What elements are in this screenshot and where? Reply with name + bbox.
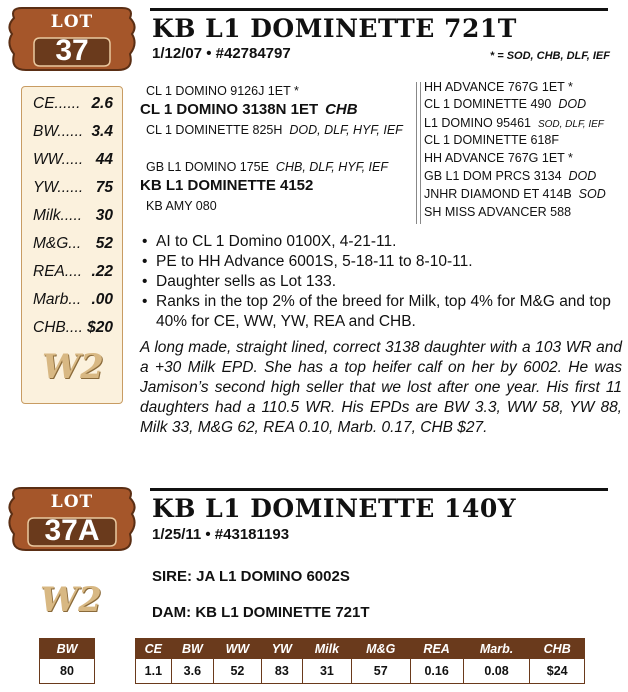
lot-title: KB L1 DOMINETTE 140Y — [152, 494, 517, 523]
table-header: Marb. — [463, 639, 530, 659]
lot-number: 37A — [44, 514, 100, 547]
table-header: Milk — [302, 639, 351, 659]
epd-table — [135, 638, 585, 684]
epd-row-chb: CHB.... $20 — [33, 319, 113, 336]
table-cell: 52 — [214, 659, 262, 684]
pedigree-right-3: L1 DOMINO 95461 SOD, DLF, IEF — [424, 116, 604, 130]
table-header: CHB — [530, 639, 585, 659]
list-item: • PE to HH Advance 6001S, 5-18-11 to 8-10-11. — [140, 252, 620, 272]
lot-37-badge — [6, 4, 138, 76]
pedigree-sire-sire: CL 1 DOMINO 9126J 1ET * — [146, 84, 299, 98]
table-header: CE — [136, 639, 172, 659]
pedigree-divider — [416, 82, 417, 224]
lot-number: 37 — [55, 34, 89, 67]
pedigree-right-6: GB L1 DOM PRCS 3134 DOD — [424, 169, 597, 183]
bw-table — [39, 638, 95, 684]
table-header: BW — [171, 639, 213, 659]
list-item: • Ranks in the top 2% of the breed for Milk, top 4% for M&G and top 40% for CE, WW, YW, REA and CHB. — [140, 292, 620, 332]
table-header: M&G — [351, 639, 410, 659]
table-cell: 0.16 — [410, 659, 463, 684]
lot-label: LOT — [50, 492, 94, 512]
pedigree-dam: KB L1 DOMINETTE 4152 — [140, 177, 314, 194]
table-cell: $24 — [530, 659, 585, 684]
table-cell: 83 — [261, 659, 302, 684]
table-row — [136, 659, 585, 684]
pedigree-right-5: HH ADVANCE 767G 1ET * — [424, 151, 573, 165]
table-cell: 1.1 — [136, 659, 172, 684]
pedigree-right-8: SH MISS ADVANCER 588 — [424, 205, 572, 219]
table-cell: 80 — [40, 659, 95, 684]
epd-row-ww: WW..... 44 — [33, 151, 113, 168]
lot-label: LOT — [50, 12, 94, 32]
lot-description: A long made, straight lined, correct 3138 daughter with a 103 WR and a +30 Milk EPD. She has a top heifer calf on her by 6002. He was Jamison’s second high seller that we lost after one year. His first 11 daughters had a 110.5 WR. His EPDs are BW 3.3, WW 58, YW 88, Milk 33, M&G 62, REA 0.10, Marb. 0.17, CHB $27. — [140, 339, 622, 436]
table-cell: 3.6 — [171, 659, 213, 684]
list-item: • AI to CL 1 Domino 0100X, 4-21-11. — [140, 232, 620, 252]
pedigree-right-2: CL 1 DOMINETTE 490 DOD — [424, 97, 587, 111]
table-header: YW — [261, 639, 302, 659]
pedigree-dam-sire: GB L1 DOMINO 175E CHB, DLF, HYF, IEF — [146, 160, 388, 174]
pedigree-right-4: CL 1 DOMINETTE 618F — [424, 133, 559, 147]
pedigree-dam-dam: KB AMY 080 — [146, 199, 217, 213]
table-cell: 0.08 — [463, 659, 530, 684]
list-item: • Daughter sells as Lot 133. — [140, 272, 620, 292]
brand-logo: W2 — [42, 347, 104, 387]
lot-37a-badge — [6, 484, 138, 556]
epd-row-bw: BW...... 3.4 — [33, 123, 113, 140]
table-header: REA — [410, 639, 463, 659]
lot-title: KB L1 DOMINETTE 721T — [152, 14, 517, 43]
pedigree-sire: CL 1 DOMINO 3138N 1ET CHB — [140, 101, 358, 118]
pedigree-right-7: JNHR DIAMOND ET 414B SOD — [424, 187, 606, 201]
epd-row-ce: CE...... 2.6 — [33, 95, 113, 112]
epd-row-marb: Marb... .00 — [33, 291, 113, 308]
sire-line: SIRE: JA L1 DOMINO 6002S — [152, 568, 350, 585]
epd-row-milk: Milk..... 30 — [33, 207, 113, 224]
lot-subtitle: 1/12/07 • #42784797 — [152, 45, 291, 62]
tag-legend: * = SOD, CHB, DLF, IEF — [489, 50, 610, 62]
table-cell: 31 — [302, 659, 351, 684]
brand-logo: W2 — [40, 580, 102, 620]
lot-subtitle: 1/25/11 • #43181193 — [152, 526, 290, 543]
table-header: WW — [214, 639, 262, 659]
epd-panel — [21, 86, 123, 404]
header-rule — [150, 8, 608, 11]
epd-row-yw: YW...... 75 — [33, 179, 113, 196]
epd-row-mg: M&G... 52 — [33, 235, 113, 252]
table-header-row — [136, 639, 585, 659]
lot-notes-list — [140, 232, 620, 332]
table-header: BW — [40, 639, 95, 659]
table-cell: 57 — [351, 659, 410, 684]
pedigree-right-1: HH ADVANCE 767G 1ET * — [424, 80, 573, 94]
epd-row-rea: REA.... .22 — [33, 263, 113, 280]
header-rule — [150, 488, 608, 491]
pedigree-sire-dam: CL 1 DOMINETTE 825H DOD, DLF, HYF, IEF — [146, 123, 403, 137]
dam-line: DAM: KB L1 DOMINETTE 721T — [152, 604, 370, 621]
pedigree-divider — [420, 82, 421, 224]
